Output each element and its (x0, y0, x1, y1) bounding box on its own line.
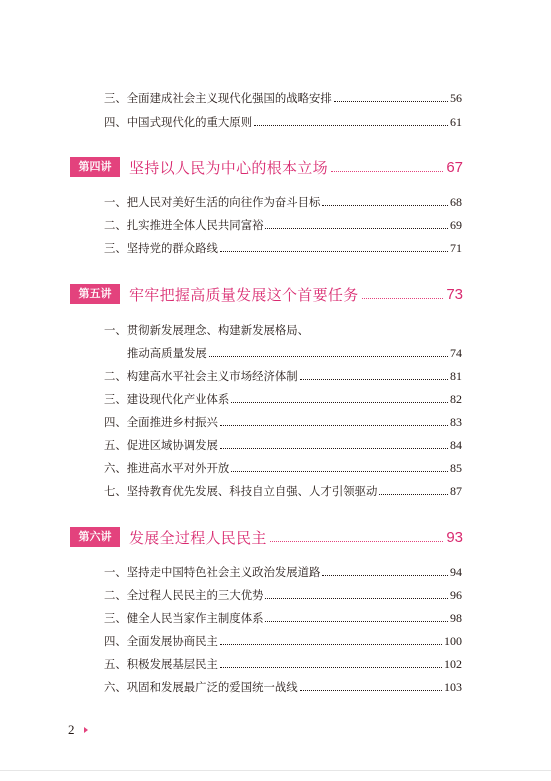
entry-page: 69 (450, 218, 462, 232)
toc-entry[interactable] (104, 195, 462, 209)
toc-entry[interactable] (104, 392, 462, 406)
chapter-title: 坚持以人民为中心的根本立场 (129, 158, 328, 177)
entry-title: 一、坚持走中国特色社会主义政治发展道路 (104, 565, 321, 579)
entry-title: 二、构建高水平社会主义市场经济体制 (104, 369, 298, 383)
entry-title: 推动高质量发展 (127, 346, 207, 360)
leader-dots (270, 541, 444, 542)
entry-page: 71 (450, 241, 462, 255)
chapter-title: 发展全过程人民民主 (129, 528, 267, 547)
divider (0, 770, 551, 771)
chapter-page: 67 (446, 158, 463, 176)
entry-title: 五、促进区域协调发展 (104, 438, 218, 452)
entry-page: 74 (450, 346, 462, 360)
toc-entry[interactable] (104, 611, 462, 625)
leader-dots (220, 251, 448, 252)
entry-title: 二、全过程人民民主的三大优势 (104, 588, 264, 602)
toc-entry[interactable] (104, 415, 462, 429)
toc-entry[interactable] (104, 634, 462, 648)
entry-title: 六、巩固和发展最广泛的爱国统一战线 (104, 680, 298, 694)
entry-title: 四、中国式现代化的重大原则 (104, 115, 253, 129)
toc-entry[interactable] (104, 241, 462, 255)
leader-dots (220, 448, 448, 449)
entry-page: 83 (450, 415, 462, 429)
leader-dots (362, 298, 444, 299)
entry-page: 68 (450, 195, 462, 209)
toc-entry[interactable] (104, 91, 462, 105)
leader-dots (254, 125, 448, 126)
leader-dots (220, 667, 442, 668)
entry-title: 三、全面建成社会主义现代化强国的战略安排 (104, 91, 332, 105)
entry-page: 94 (450, 565, 462, 579)
triangle-marker-icon (84, 727, 88, 733)
entry-page: 61 (450, 115, 462, 129)
toc-entry[interactable] (104, 461, 462, 475)
entry-title: 二、扎实推进全体人民共同富裕 (104, 218, 264, 232)
chapter-page: 93 (446, 528, 463, 546)
toc-entry[interactable] (104, 565, 462, 579)
leader-dots (379, 494, 448, 495)
toc-entry[interactable] (104, 588, 462, 602)
entry-title: 七、坚持教育优先发展、科技自立自强、人才引领驱动 (104, 484, 378, 498)
entry-page: 103 (444, 680, 462, 694)
toc-entry[interactable] (104, 438, 462, 452)
entry-page: 56 (450, 91, 462, 105)
leader-dots (265, 621, 448, 622)
toc-entry[interactable] (104, 657, 462, 671)
entry-page: 85 (450, 461, 462, 475)
chapter-badge: 第六讲 (70, 527, 120, 547)
entry-page: 81 (450, 369, 462, 383)
leader-dots (209, 356, 448, 357)
toc-entry-line1[interactable] (104, 323, 309, 337)
leader-dots (331, 171, 443, 172)
entry-title: 三、坚持党的群众路线 (104, 241, 218, 255)
entry-page: 87 (450, 484, 462, 498)
page-number: 2 (68, 722, 75, 737)
leader-dots (334, 101, 448, 102)
chapter-badge: 第四讲 (70, 157, 120, 177)
toc-entry[interactable] (104, 484, 462, 498)
chapter-heading-6[interactable] (70, 527, 463, 547)
entry-page: 82 (450, 392, 462, 406)
leader-dots (231, 402, 448, 403)
entry-title: 四、全面发展协商民主 (104, 634, 218, 648)
entry-title: 四、全面推进乡村振兴 (104, 415, 218, 429)
entry-title: 五、积极发展基层民主 (104, 657, 218, 671)
leader-dots (322, 575, 448, 576)
toc-entry-line2[interactable] (127, 346, 462, 360)
chapter-title: 牢牢把握高质量发展这个首要任务 (129, 285, 359, 304)
leader-dots (300, 379, 448, 380)
entry-page: 84 (450, 438, 462, 452)
entry-page: 98 (450, 611, 462, 625)
toc-entry[interactable] (104, 218, 462, 232)
toc-entry[interactable] (104, 115, 462, 129)
leader-dots (300, 690, 442, 691)
entry-title: 一、贯彻新发展理念、构建新发展格局、 (104, 323, 310, 337)
leader-dots (265, 598, 448, 599)
entry-title: 三、健全人民当家作主制度体系 (104, 611, 264, 625)
leader-dots (265, 228, 448, 229)
chapter-page: 73 (446, 285, 463, 303)
leader-dots (220, 425, 448, 426)
entry-title: 一、把人民对美好生活的向往作为奋斗目标 (104, 195, 321, 209)
toc-entry[interactable] (104, 369, 462, 383)
entry-page: 96 (450, 588, 462, 602)
chapter-heading-5[interactable] (70, 284, 463, 304)
leader-dots (322, 205, 448, 206)
entry-page: 102 (444, 657, 462, 671)
toc-entry[interactable] (104, 680, 462, 694)
entry-title: 六、推进高水平对外开放 (104, 461, 230, 475)
leader-dots (220, 644, 442, 645)
chapter-badge: 第五讲 (70, 284, 120, 304)
entry-page: 100 (444, 634, 462, 648)
chapter-heading-4[interactable] (70, 157, 463, 177)
entry-title: 三、建设现代化产业体系 (104, 392, 230, 406)
leader-dots (231, 471, 448, 472)
